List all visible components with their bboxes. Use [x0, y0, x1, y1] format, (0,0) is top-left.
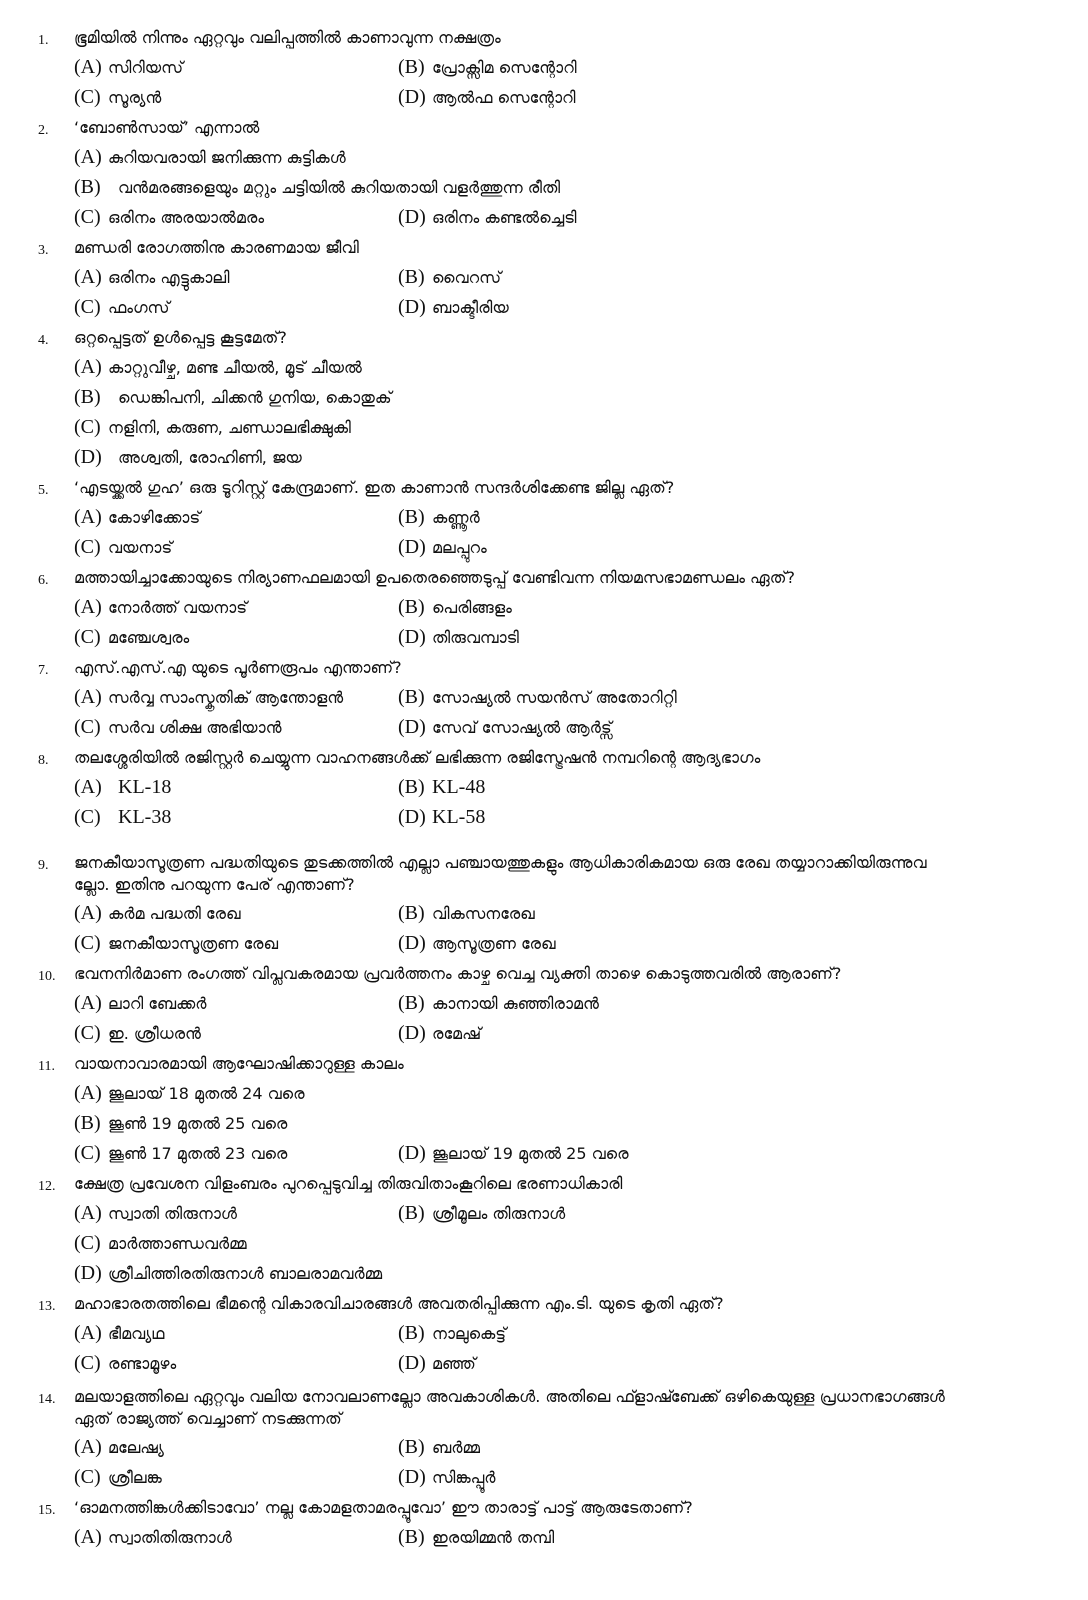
option-text: വയനാട് — [108, 538, 173, 557]
option-text: കണ്ണൂർ — [432, 508, 480, 527]
option-letter: (A) — [74, 1322, 102, 1344]
option-text: നളിനി, കരുണ, ചണ്ഡാലഭിക്ഷുകി — [108, 418, 351, 437]
question-number: 11. — [38, 1059, 55, 1074]
option-text: KL-58 — [432, 806, 486, 828]
option-b — [398, 596, 512, 619]
option-text: സോഷ്യൽ സയൻസ് അതോറിറ്റി — [432, 688, 677, 707]
option-c — [74, 86, 161, 109]
option-letter: (B) — [398, 992, 425, 1014]
option-letter: (B) — [398, 1322, 425, 1344]
option-text: മഞ്ചേശ്വരം — [108, 628, 190, 647]
question-number: 1. — [38, 33, 49, 48]
option-a — [74, 356, 362, 379]
option-a — [74, 686, 343, 709]
option-c — [74, 932, 278, 955]
option-d — [398, 806, 485, 829]
question-text: ക്ഷേത്ര പ്രവേശന വിളംബരം പുറപ്പെടുവിച്ച തിരുവിതാംകൂറിലെ ഭരണാധികാരി — [74, 1174, 623, 1193]
option-letter: (C) — [74, 932, 101, 954]
option-letter: (B) — [398, 506, 425, 528]
question-text: ഭൂമിയിൽ നിന്നും ഏറ്റവും വലിപ്പത്തിൽ കാണാവുന്ന നക്ഷത്രം — [74, 28, 501, 47]
option-letter: (A) — [74, 596, 102, 618]
question-number: 15. — [38, 1503, 56, 1518]
question-number: 6. — [38, 573, 49, 588]
option-letter: (B) — [398, 1202, 425, 1224]
option-letter: (D) — [74, 446, 102, 468]
option-a — [74, 56, 183, 79]
option-text: ജൂൺ 19 മുതൽ 25 വരെ — [108, 1114, 288, 1133]
question-number: 5. — [38, 483, 49, 498]
option-letter: (C) — [74, 416, 101, 438]
question-text: ‘ഓമനത്തിങ്കൾക്കിടാവോ’ നല്ല കോമളതാമരപ്പൂവോ’ ഈ താരാട്ട് പാട്ട് ആരുടേതാണ്? — [74, 1498, 693, 1517]
option-b — [398, 1526, 554, 1549]
option-text: സ്വാതിതിരുനാൾ — [108, 1528, 232, 1547]
option-letter: (C) — [74, 716, 101, 738]
question-text-line-2: ഏത് രാജ്യത്ത് വെച്ചാണ് നടക്കുന്നത് — [74, 1409, 342, 1428]
option-text: ബാക്ടീരിയ — [432, 298, 509, 317]
option-text: സിങ്കപ്പൂർ — [432, 1468, 496, 1487]
option-letter: (C) — [74, 1142, 101, 1164]
option-letter: (A) — [74, 266, 102, 288]
option-c — [74, 1022, 201, 1045]
option-c — [74, 1232, 247, 1255]
option-b — [398, 776, 485, 799]
option-a — [74, 266, 230, 289]
option-letter: (D) — [398, 86, 426, 108]
option-letter: (B) — [74, 176, 101, 198]
option-d — [398, 626, 519, 649]
option-c — [74, 416, 351, 439]
option-text: ഒരിനം എട്ടുകാലി — [108, 268, 230, 287]
option-d — [398, 1352, 476, 1375]
option-b — [398, 266, 501, 289]
option-text: കർമ പദ്ധതി രേഖ — [108, 904, 241, 923]
option-letter: (B) — [74, 386, 101, 408]
option-text: ജനകീയാസൂത്രണ രേഖ — [108, 934, 279, 953]
option-text: മാർത്താണ്ഡവർമ്മ — [108, 1234, 247, 1253]
option-letter: (D) — [398, 1142, 426, 1164]
option-letter: (C) — [74, 296, 101, 318]
option-letter: (D) — [398, 932, 426, 954]
option-text: മലേഷ്യ — [108, 1438, 164, 1457]
option-text: പെരിങ്ങളം — [432, 598, 512, 617]
option-letter: (C) — [74, 86, 101, 108]
option-text: ആൽഫ സെന്റോറി — [432, 88, 576, 107]
option-text: കുറിയവരായി ജനിക്കുന്ന കുട്ടികൾ — [108, 148, 346, 167]
option-letter: (C) — [74, 806, 101, 828]
option-d — [398, 86, 575, 109]
option-letter: (B) — [398, 686, 425, 708]
option-letter: (C) — [74, 1022, 101, 1044]
option-d — [398, 1142, 629, 1165]
option-d — [398, 296, 509, 319]
option-letter: (A) — [74, 146, 102, 168]
option-b — [398, 56, 577, 79]
option-text: ഭീമവ്യഥ — [108, 1324, 165, 1343]
option-text: ശ്രീചിത്തിരതിരുനാൾ ബാലരാമവർമ്മ — [108, 1264, 383, 1283]
question-number: 2. — [38, 123, 49, 138]
option-b — [74, 386, 392, 409]
option-letter: (B) — [398, 1436, 425, 1458]
question-number: 13. — [38, 1299, 56, 1314]
option-b — [398, 1322, 506, 1345]
question-number: 8. — [38, 753, 49, 768]
option-letter: (B) — [398, 596, 425, 618]
question-text: ഒറ്റപ്പെട്ടത് ഉൾപ്പെട്ട കൂട്ടമേത്? — [74, 328, 287, 347]
option-text: വൈറസ് — [432, 268, 502, 287]
option-b — [398, 1436, 480, 1459]
option-text: ബർമ്മ — [432, 1438, 480, 1457]
option-a — [74, 146, 346, 169]
option-a — [74, 902, 241, 925]
option-a — [74, 992, 206, 1015]
option-a — [74, 1322, 164, 1345]
option-a — [74, 596, 247, 619]
option-text: പ്രോക്സിമ സെന്റോറി — [432, 58, 577, 77]
question-number: 10. — [38, 969, 56, 984]
option-text: ഡെങ്കിപനി, ചിക്കൻ ഗുനിയ, കൊതുക് — [118, 388, 392, 407]
option-a — [74, 1436, 164, 1459]
option-letter: (A) — [74, 1082, 102, 1104]
option-d — [74, 446, 302, 469]
option-b — [398, 506, 480, 529]
option-b — [398, 992, 599, 1015]
option-b — [398, 686, 677, 709]
option-b — [398, 1202, 565, 1225]
option-letter: (B) — [398, 902, 425, 924]
option-text: കാറ്റുവീഴ്ച, മണ്ട ചീയൽ, മൂട് ചീയൽ — [108, 358, 362, 377]
option-letter: (D) — [398, 716, 426, 738]
option-d — [398, 206, 576, 229]
question-text-line-2: ല്ലോ. ഇതിനു പറയുന്ന പേര് എന്താണ്? — [74, 875, 355, 894]
option-text: ജൂലായ് 18 മുതൽ 24 വരെ — [108, 1084, 305, 1103]
question-text: തലശ്ശേരിയിൽ രജിസ്റ്റർ ചെയ്യുന്ന വാഹനങ്ങൾക്ക് ലഭിക്കുന്ന രജിസ്ട്രേഷൻ നമ്പറിന്റെ ആദ്യഭാഗം — [74, 748, 761, 767]
option-text: ലാറി ബേക്കർ — [108, 994, 207, 1013]
option-letter: (A) — [74, 1436, 102, 1458]
option-text: KL-48 — [432, 776, 486, 798]
option-b — [74, 176, 560, 199]
option-letter: (D) — [398, 806, 426, 828]
option-letter: (D) — [398, 206, 426, 228]
option-a — [74, 506, 200, 529]
option-b — [74, 1112, 287, 1135]
option-letter: (C) — [74, 1232, 101, 1254]
option-letter: (A) — [74, 776, 102, 798]
option-text: ശ്രീമൂലം തിരുനാൾ — [432, 1204, 566, 1223]
option-text: KL-38 — [118, 806, 172, 828]
option-c — [74, 1352, 176, 1375]
option-c — [74, 296, 170, 319]
option-text: നോർത്ത് വയനാട് — [108, 598, 248, 617]
option-letter: (C) — [74, 536, 101, 558]
option-d — [398, 536, 487, 559]
option-d — [398, 1022, 481, 1045]
option-c — [74, 806, 171, 829]
question-text: എസ്.എസ്.എ യുടെ പൂർണരൂപം എന്താണ്? — [74, 658, 402, 677]
option-text: അശ്വതി, രോഹിണി, ജയ — [118, 448, 302, 467]
option-letter: (B) — [398, 1526, 425, 1548]
option-b — [398, 902, 535, 925]
option-letter: (A) — [74, 1526, 102, 1548]
option-text: ജൂലായ് 19 മുതൽ 25 വരെ — [432, 1144, 629, 1163]
option-text: രണ്ടാമൂഴം — [108, 1354, 177, 1373]
option-letter: (B) — [398, 776, 425, 798]
option-letter: (A) — [74, 506, 102, 528]
option-text: സിറിയസ് — [108, 58, 184, 77]
option-text: വികസനരേഖ — [432, 904, 535, 923]
option-c — [74, 1466, 162, 1489]
question-number: 9. — [38, 858, 49, 873]
option-letter: (A) — [74, 56, 102, 78]
option-c — [74, 536, 172, 559]
question-text: മഹാഭാരതത്തിലെ ഭീമന്റെ വികാരവിചാരങ്ങൾ അവതരിപ്പിക്കുന്ന എം.ടി. യുടെ കൃതി ഏത്? — [74, 1294, 724, 1313]
option-text: KL-18 — [118, 776, 172, 798]
option-text: രമേഷ് — [432, 1024, 482, 1043]
option-text: നാലുകെട്ട് — [432, 1324, 507, 1343]
option-letter: (D) — [398, 1466, 426, 1488]
question-text: ഭവനനിർമാണ രംഗത്ത് വിപ്ലവകരമായ പ്രവർത്തനം കാഴ്ച വെച്ച വ്യക്തി താഴെ കൊടുത്തവരിൽ ആരാണ്? — [74, 964, 842, 983]
option-text: സേവ് സോഷ്യൽ ആർട്സ് — [432, 718, 612, 737]
option-c — [74, 626, 189, 649]
option-letter: (A) — [74, 1202, 102, 1224]
option-a — [74, 1082, 305, 1105]
option-letter: (D) — [74, 1262, 102, 1284]
option-d — [398, 716, 612, 739]
option-letter: (A) — [74, 992, 102, 1014]
option-letter: (B) — [398, 56, 425, 78]
option-letter: (B) — [398, 266, 425, 288]
option-text: സർവ ശിക്ഷ അഭിയാൻ — [108, 718, 282, 737]
question-text: മണ്ഡരി രോഗത്തിനു കാരണമായ ജീവി — [74, 238, 359, 257]
option-d — [74, 1262, 382, 1285]
option-text: ജൂൺ 17 മുതൽ 23 വരെ — [108, 1144, 288, 1163]
option-letter: (D) — [398, 1352, 426, 1374]
option-letter: (A) — [74, 356, 102, 378]
option-letter: (D) — [398, 536, 426, 558]
question-number: 3. — [38, 243, 49, 258]
option-text: മഞ്ഞ് — [432, 1354, 476, 1373]
option-letter: (C) — [74, 206, 101, 228]
question-text: ‘ബോൺസായ്’ എന്നാൽ — [74, 118, 260, 137]
option-c — [74, 716, 282, 739]
option-a — [74, 776, 171, 799]
option-a — [74, 1526, 232, 1549]
option-text: കോഴിക്കോട് — [108, 508, 201, 527]
option-text: ഫംഗസ് — [108, 298, 170, 317]
option-letter: (D) — [398, 1022, 426, 1044]
option-text: ഒരിനം അരയാൽമരം — [108, 208, 265, 227]
option-text: ഇരയിമ്മൻ തമ്പി — [432, 1528, 555, 1547]
option-text: സർവ്വ സാംസ്കൃതിക് ആന്തോളൻ — [108, 688, 344, 707]
option-letter: (D) — [398, 626, 426, 648]
option-text: ശ്രീലങ്ക — [108, 1468, 162, 1487]
option-letter: (C) — [74, 1352, 101, 1374]
question-text: മത്തായിച്ചാക്കോയുടെ നിര്യാണഫലമായി ഉപതെരഞ്ഞെടുപ്പ് വേണ്ടിവന്ന നിയമസഭാമണ്ഡലം ഏത്? — [74, 568, 795, 587]
question-number: 12. — [38, 1179, 56, 1194]
option-letter: (B) — [74, 1112, 101, 1134]
option-a — [74, 1202, 237, 1225]
option-text: സ്വാതി തിരുനാൾ — [108, 1204, 237, 1223]
question-number: 14. — [38, 1392, 56, 1407]
question-text-line-1: ജനകീയാസൂത്രണ പദ്ധതിയുടെ തുടക്കത്തിൽ എല്ലാ പഞ്ചായത്തുകളും ആധികാരികമായ ഒരു രേഖ തയ്യാറാക്കിയിരുന്നുവ — [74, 853, 927, 872]
option-letter: (C) — [74, 1466, 101, 1488]
question-text: ‘എടയ്ക്കൽ ഗുഹ’ ഒരു ടൂറിസ്റ്റ് കേന്ദ്രമാണ്. ഇത കാണാൻ സന്ദർശിക്കേണ്ട ജില്ല ഏത്? — [74, 478, 675, 497]
option-c — [74, 1142, 287, 1165]
option-c — [74, 206, 264, 229]
option-text: മലപ്പുറം — [432, 538, 487, 557]
option-text: ഒരിനം കണ്ടൽച്ചെടി — [432, 208, 577, 227]
question-number: 4. — [38, 333, 49, 348]
option-letter: (C) — [74, 626, 101, 648]
option-d — [398, 932, 556, 955]
option-text: ആസൂത്രണ രേഖ — [432, 934, 556, 953]
question-text: വായനാവാരമായി ആഘോഷിക്കാറുള്ള കാലം — [74, 1054, 404, 1073]
option-letter: (D) — [398, 296, 426, 318]
option-text: തിരുവമ്പാടി — [432, 628, 519, 647]
option-text: വൻമരങ്ങളെയും മറ്റും ചട്ടിയിൽ കുറിയതായി വളർത്തുന്ന രീതി — [118, 178, 561, 197]
option-text: ഇ. ശ്രീധരൻ — [108, 1024, 201, 1043]
question-text-line-1: മലയാളത്തിലെ ഏറ്റവും വലിയ നോവലാണല്ലോ അവകാശികൾ. അതിലെ ഫ്ളാഷ്ബേക്ക് ഒഴികെയുള്ള പ്രധാനഭാഗങ്ങൾ — [74, 1387, 945, 1406]
question-number: 7. — [38, 663, 49, 678]
option-text: കാനായി കുഞ്ഞിരാമൻ — [432, 994, 599, 1013]
option-d — [398, 1466, 496, 1489]
option-text: സൂര്യൻ — [108, 88, 162, 107]
option-letter: (A) — [74, 686, 102, 708]
option-letter: (A) — [74, 902, 102, 924]
